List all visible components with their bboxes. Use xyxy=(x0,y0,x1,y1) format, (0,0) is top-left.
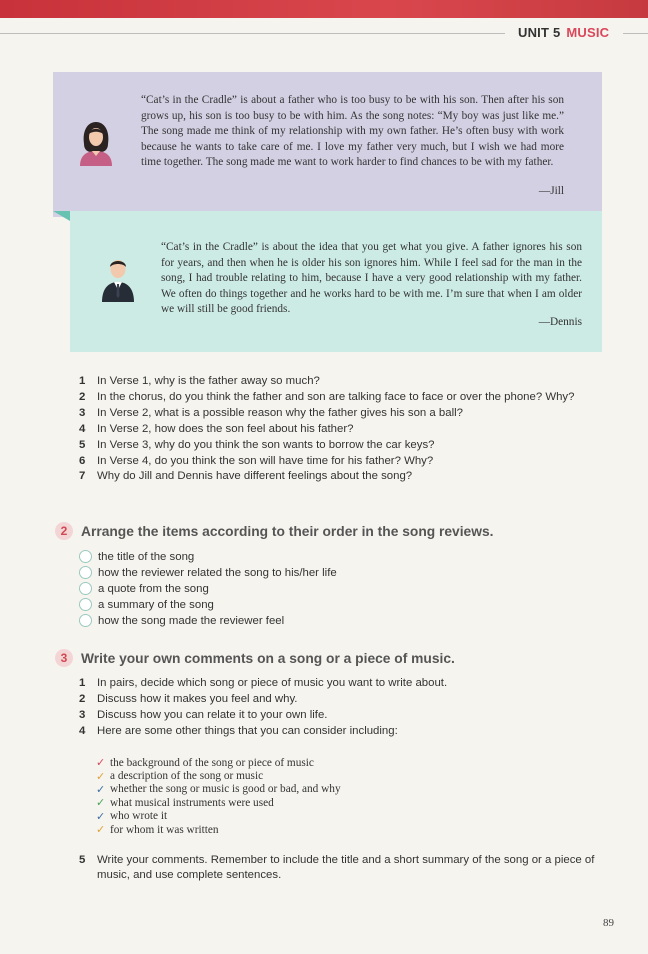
question-item xyxy=(79,454,599,470)
check-icon: ✓ xyxy=(96,824,106,837)
question-item xyxy=(79,469,599,485)
question-number: 5 xyxy=(79,438,86,451)
step-text: Discuss how you can relate it to your own life. xyxy=(97,708,328,721)
order-item xyxy=(79,597,337,613)
checklist-text: a description of the song or music xyxy=(110,770,264,783)
final-step xyxy=(79,853,599,884)
order-item-text: the title of the song xyxy=(98,550,195,563)
answer-circle[interactable] xyxy=(79,566,92,579)
step-list xyxy=(79,676,599,740)
step-number: 5 xyxy=(79,854,86,866)
section-3-heading xyxy=(55,649,455,667)
consider-checklist xyxy=(96,756,341,836)
step-item xyxy=(79,676,599,692)
review-author-dennis: —Dennis xyxy=(538,316,582,328)
check-icon: ✓ xyxy=(96,783,106,796)
section-number-badge: 3 xyxy=(55,649,73,667)
question-text: In Verse 3, why do you think the son wants to borrow the car keys? xyxy=(97,438,435,451)
question-text: Why do Jill and Dennis have different feelings about the song? xyxy=(97,470,413,483)
checklist-item xyxy=(96,783,341,796)
check-icon: ✓ xyxy=(96,810,106,823)
question-text: In Verse 1, why is the father away so much? xyxy=(97,375,320,387)
check-icon: ✓ xyxy=(96,770,106,783)
order-item xyxy=(79,549,337,565)
question-text: In Verse 2, what is a possible reason why the father gives his son a ball? xyxy=(97,406,463,419)
checklist-text: whether the song or music is good or bad, and why xyxy=(110,783,341,796)
unit-header xyxy=(518,25,609,40)
answer-circle[interactable] xyxy=(79,550,92,563)
step-number: 1 xyxy=(79,677,86,689)
question-number: 1 xyxy=(79,375,86,387)
unit-title: MUSIC xyxy=(566,25,610,40)
order-item xyxy=(79,565,337,581)
question-number: 2 xyxy=(79,390,86,403)
question-number: 3 xyxy=(79,406,86,419)
order-list xyxy=(79,549,337,628)
page-number: 89 xyxy=(603,917,614,929)
step-text: In pairs, decide which song or piece of music you want to write about. xyxy=(97,677,448,689)
checklist-text: who wrote it xyxy=(110,810,168,823)
checklist-text: for whom it was written xyxy=(110,823,219,836)
step-item xyxy=(79,724,599,740)
section-number-badge: 2 xyxy=(55,522,73,540)
step-text: Discuss how it makes you feel and why. xyxy=(97,692,298,705)
question-text: In Verse 2, how does the son feel about his father? xyxy=(97,422,354,435)
boy-avatar-icon xyxy=(101,256,135,302)
section-title: Arrange the items according to their order in the song reviews. xyxy=(81,523,494,539)
order-item xyxy=(79,613,337,629)
checklist-text: the background of the song or piece of music xyxy=(110,756,314,769)
question-item xyxy=(79,390,599,406)
review-author-jill: —Jill xyxy=(538,185,564,197)
answer-circle[interactable] xyxy=(79,598,92,611)
answer-circle[interactable] xyxy=(79,614,92,627)
checklist-item xyxy=(96,823,341,836)
step-number: 4 xyxy=(79,724,86,737)
step-text: Write your comments. Remember to include the title and a short summary of the song or a piece of music, and use complete sentences. xyxy=(97,854,595,882)
step-text: Here are some other things that you can consider including: xyxy=(97,724,398,737)
section-2-heading xyxy=(55,522,493,540)
answer-circle[interactable] xyxy=(79,582,92,595)
order-item xyxy=(79,581,337,597)
question-item xyxy=(79,422,599,438)
step-item xyxy=(79,708,599,724)
step-number: 3 xyxy=(79,708,86,721)
girl-avatar-icon xyxy=(79,120,113,166)
checklist-item xyxy=(96,756,341,769)
check-icon: ✓ xyxy=(96,757,106,770)
step-number: 2 xyxy=(79,692,86,705)
top-color-band xyxy=(0,0,648,18)
question-text: In the chorus, do you think the father and son are talking face to face or over the phone? Why? xyxy=(97,390,575,403)
checklist-item xyxy=(96,810,341,823)
order-item-text: how the reviewer related the song to his/her life xyxy=(98,566,337,579)
section-title: Write your own comments on a song or a piece of music. xyxy=(81,650,455,666)
order-item-text: a quote from the song xyxy=(98,582,209,595)
header-rule-left xyxy=(0,33,505,34)
question-item xyxy=(79,438,599,454)
order-item-text: how the song made the reviewer feel xyxy=(98,614,285,627)
review-text-dennis: “Cat’s in the Cradle” is about the idea that you get what you give. A father ignores his son for years, and then when he is older his son ignores him. While I feel sad for the man in the song, I had trouble relating to him, because I have a very good relationship with my father. We often do things together and he works hard to be with me. I’m sure that when I am older we will still be good friends. xyxy=(161,241,582,316)
step-item xyxy=(79,692,599,708)
question-item xyxy=(79,406,599,422)
checklist-text: what musical instruments were used xyxy=(110,796,274,809)
question-number: 6 xyxy=(79,454,86,467)
question-list xyxy=(79,374,599,485)
header-rule-right xyxy=(623,33,648,34)
review-text-jill: “Cat’s in the Cradle” is about a father who is too busy to be with his son. Then after his son grows up, his son is too busy to be with him. As the song notes: “My boy was just like me.” The song made me think of my relationship with my own father. He’s often busy with work because he wants to take care of me. I love my father very much, but I wish we had more time together. The song made me want to work harder to find chances to be with my father. xyxy=(141,94,564,169)
checklist-item xyxy=(96,796,341,809)
question-number: 7 xyxy=(79,470,86,483)
review-notch xyxy=(53,211,70,221)
question-item xyxy=(79,374,599,390)
order-item-text: a summary of the song xyxy=(98,598,214,611)
unit-number: UNIT 5 xyxy=(518,25,561,40)
checklist-item xyxy=(96,769,341,782)
check-icon: ✓ xyxy=(96,797,106,810)
question-number: 4 xyxy=(79,422,86,435)
question-text: In Verse 4, do you think the son will have time for his father? Why? xyxy=(97,454,434,467)
